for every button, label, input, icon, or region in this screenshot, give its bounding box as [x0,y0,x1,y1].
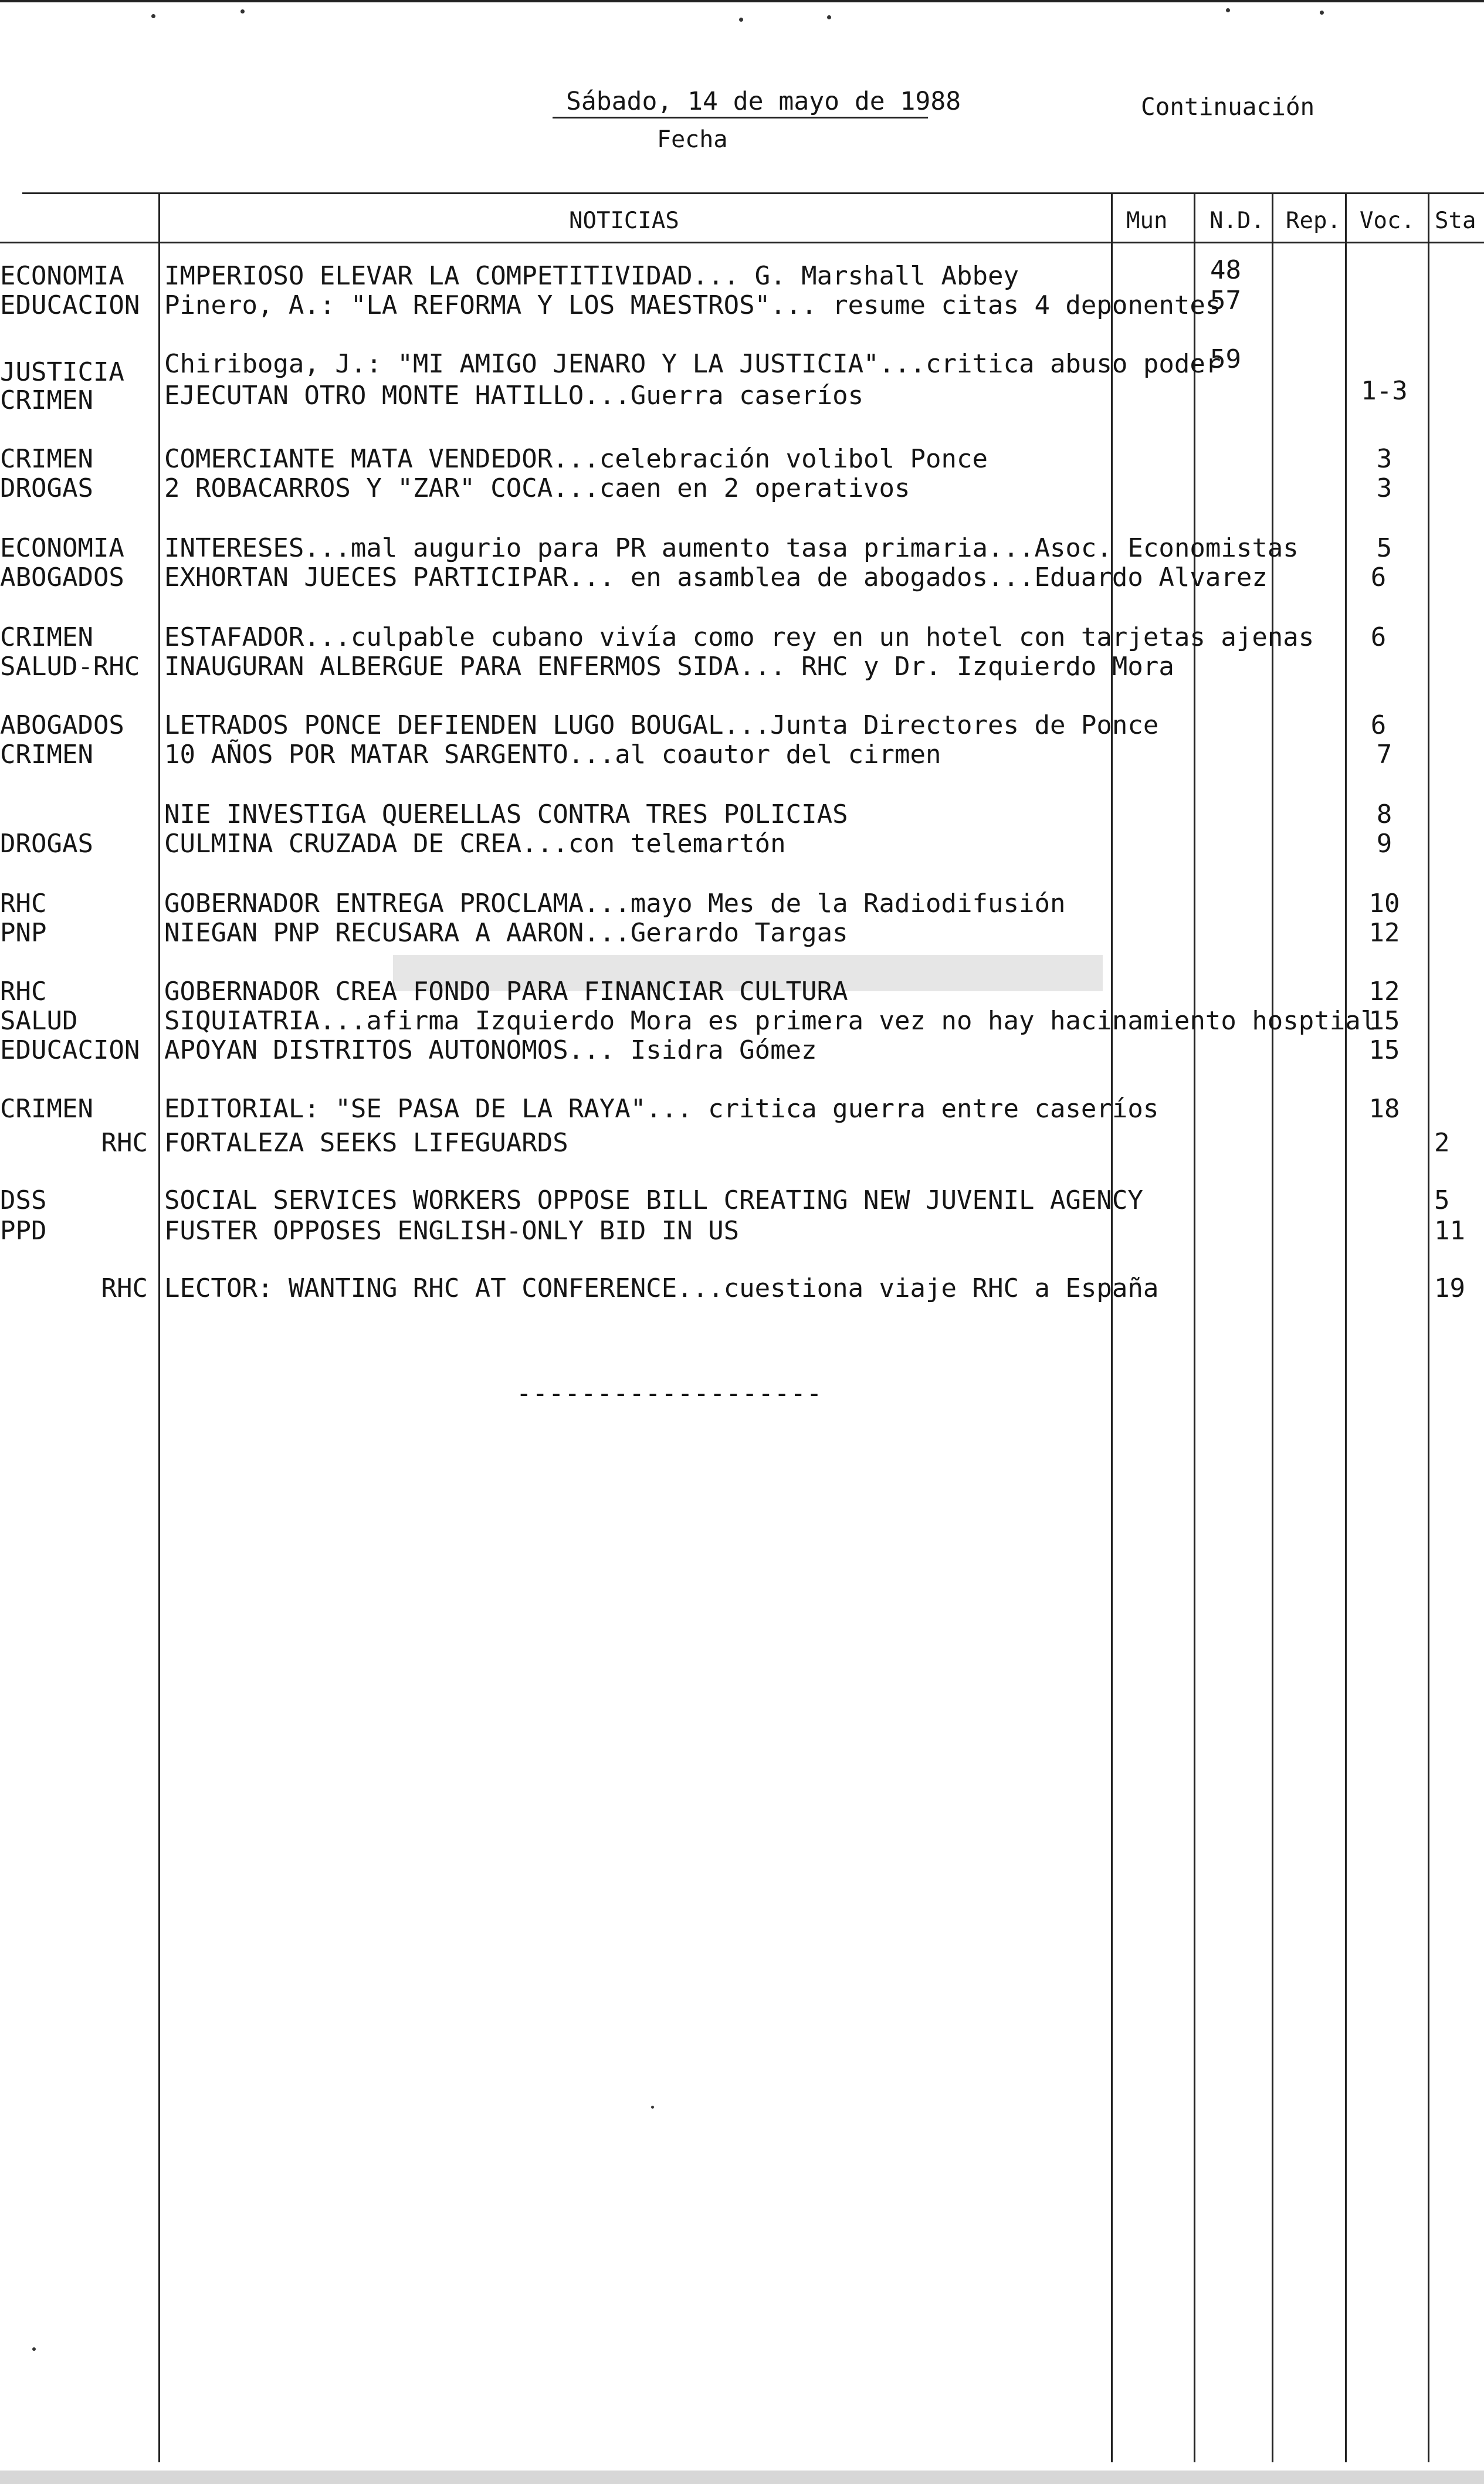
row-star: 19 [1434,1273,1465,1303]
col-voc: Voc. [1360,208,1415,234]
scan-speck [240,9,245,13]
row-voc: 12 [1368,977,1400,1007]
row-section: CRIMEN [0,622,93,652]
row-voc: 9 [1376,829,1392,859]
col-mun: Mun [1126,208,1168,234]
row-voc: 15 [1368,1035,1400,1065]
row-voc: 3 [1376,473,1392,503]
row-news: GOBERNADOR ENTREGA PROCLAMA...mayo Mes de la Radiodifusión [164,889,1066,919]
row-news: NIE INVESTIGA QUERELLAS CONTRA TRES POLICIAS [164,799,848,829]
date-label: Sábado, 14 de mayo de 1988 [566,87,961,116]
row-nd: 48 [1210,255,1241,285]
table-top-rule [22,192,1484,194]
row-news: EXHORTAN JUECES PARTICIPAR... en asamblea de abogados...Eduardo Alvarez [164,562,1268,592]
row-section: RHC [101,1273,148,1303]
row-section: SALUD-RHC [0,652,140,682]
continuation-label: Continuación [1141,93,1315,121]
col-noticias: NOTICIAS [569,208,679,234]
row-voc: 10 [1368,889,1400,919]
divider-section [158,192,160,2462]
table-header-rule [0,242,1484,243]
scan-speck [32,2347,36,2351]
row-news: ESTAFADOR...culpable cubano vivía como rey en un hotel con tarjetas ajenas [164,622,1314,652]
row-news: CULMINA CRUZADA DE CREA...con telemartón [164,829,786,859]
row-voc: 6 [1370,622,1387,652]
row-news: SOCIAL SERVICES WORKERS OPPOSE BILL CREATING NEW JUVENIL AGENCY [164,1185,1143,1215]
row-section: DSS [0,1185,47,1215]
row-voc: 3 [1376,444,1392,474]
row-news: APOYAN DISTRITOS AUTONOMOS... Isidra Gómez [164,1035,817,1065]
row-star: 5 [1434,1185,1450,1215]
row-news: INAUGURAN ALBERGUE PARA ENFERMOS SIDA... RHC y Dr. Izquierdo Mora [164,652,1174,682]
row-news: 10 AÑOS POR MATAR SARGENTO...al coautor del cirmen [164,740,941,770]
col-rep: Rep. [1286,208,1341,234]
row-voc: 5 [1376,533,1392,563]
top-border [0,0,1484,2]
row-voc: 12 [1368,918,1400,948]
row-news: INTERESES...mal augurio para PR aumento tasa primaria...Asoc. Economistas [164,533,1299,563]
row-news: LETRADOS PONCE DEFIENDEN LUGO BOUGAL...Junta Directores de Ponce [164,710,1159,740]
scan-speck [151,14,155,18]
row-news: FORTALEZA SEEKS LIFEGUARDS [164,1128,568,1158]
row-voc: 8 [1376,799,1392,829]
date-caption: Fecha [657,126,728,153]
row-section: EDUCACION [0,290,140,320]
scan-speck [651,2106,654,2109]
row-section: CRIMEN [0,740,93,770]
col-nd: N.D. [1209,208,1265,234]
row-voc: 18 [1368,1094,1400,1124]
row-star: 11 [1434,1216,1465,1246]
row-section: CRIMEN [0,385,93,415]
row-section: DROGAS [0,829,93,859]
row-section: RHC [0,977,47,1007]
row-news: COMERCIANTE MATA VENDEDOR...celebración volibol Ponce [164,444,988,474]
row-section: ECONOMIA [0,533,124,563]
row-section: ABOGADOS [0,562,124,592]
row-news: FUSTER OPPOSES ENGLISH-ONLY BID IN US [164,1216,740,1246]
row-nd: 59 [1210,344,1241,374]
row-section: CRIMEN [0,1094,93,1124]
row-section: SALUD [0,1006,78,1036]
row-voc: 1-3 [1361,376,1408,406]
row-voc: 6 [1370,562,1387,592]
row-section: CRIMEN [0,444,93,474]
row-news: LECTOR: WANTING RHC AT CONFERENCE...cuestiona viaje RHC a España [164,1273,1159,1303]
row-section: ABOGADOS [0,710,124,740]
row-news: 2 ROBACARROS Y "ZAR" COCA...caen en 2 operativos [164,473,910,503]
divider-voc [1345,192,1347,2462]
row-news: Chiriboga, J.: "MI AMIGO JENARO Y LA JUSTICIA"...critica abuso poder [164,349,1221,379]
row-section: DROGAS [0,473,93,503]
col-star: Sta [1435,208,1476,234]
row-news: NIEGAN PNP RECUSARA A AARON...Gerardo Targas [164,918,848,948]
row-nd: 57 [1210,286,1241,316]
date-underline [553,117,928,118]
row-voc: 15 [1368,1006,1400,1036]
end-rule: ------------------- [516,1378,823,1408]
row-news: IMPERIOSO ELEVAR LA COMPETITIVIDAD... G. Marshall Abbey [164,261,1019,291]
row-section: RHC [101,1128,148,1158]
row-voc: 6 [1370,710,1387,740]
divider-star [1428,192,1429,2462]
row-news: EDITORIAL: "SE PASA DE LA RAYA"... critica guerra entre caseríos [164,1094,1159,1124]
row-news: GOBERNADOR CREA FONDO PARA FINANCIAR CULTURA [164,977,848,1007]
row-news: EJECUTAN OTRO MONTE HATILLO...Guerra caseríos [164,381,864,411]
row-section: JUSTICIA [0,357,124,387]
scan-speck [827,15,831,19]
row-news: SIQUIATRIA...afirma Izquierdo Mora es primera vez no hay hacinamiento hosptial [164,1006,1377,1036]
row-section: RHC [0,889,47,919]
scan-speck [1320,11,1324,15]
row-section: ECONOMIA [0,261,124,291]
row-section: EDUCACION [0,1035,140,1065]
row-news: Pinero, A.: "LA REFORMA Y LOS MAESTROS"... resume citas 4 deponentes [164,290,1221,320]
scan-edge [0,2471,1484,2484]
scan-speck [739,18,743,22]
row-section: PNP [0,918,47,948]
scan-speck [1226,8,1230,12]
row-star: 2 [1434,1128,1450,1158]
row-voc: 7 [1376,740,1392,770]
row-section: PPD [0,1216,47,1246]
